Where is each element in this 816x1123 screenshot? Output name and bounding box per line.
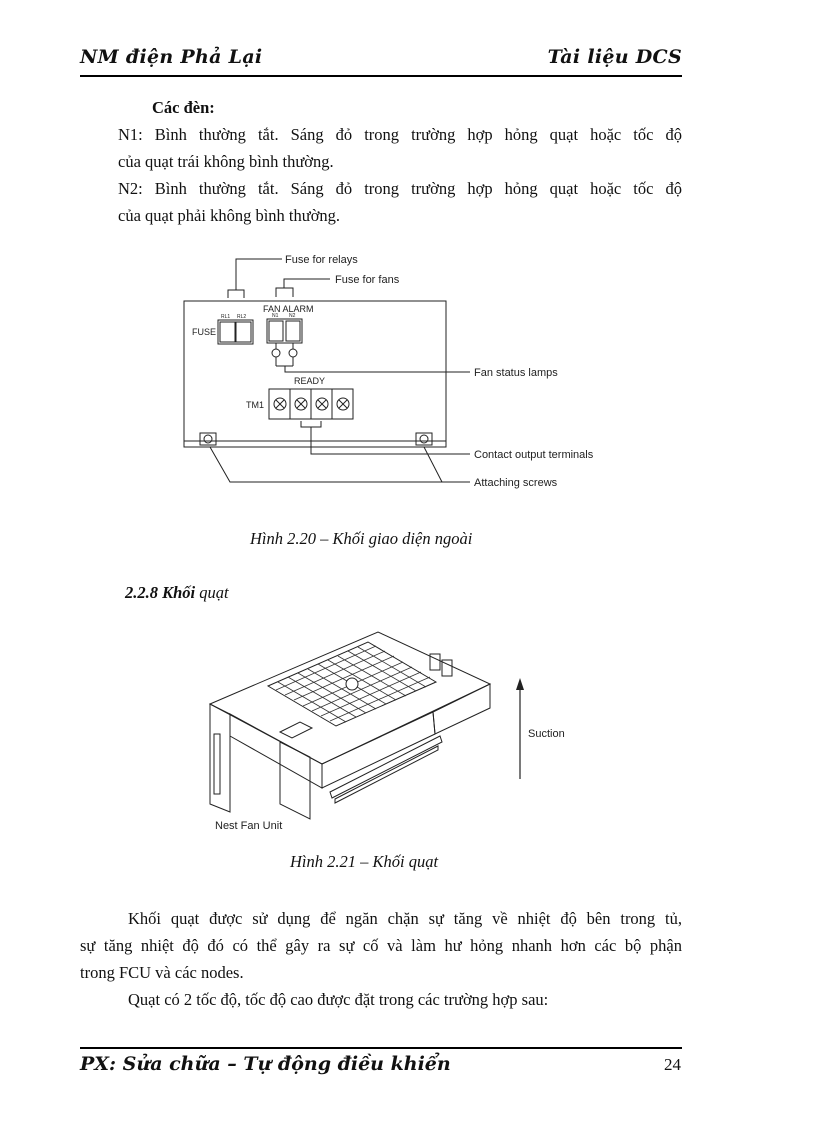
paragraph-line4: Quạt có 2 tốc độ, tốc độ cao được đặt trong các trường hợp sau: bbox=[128, 990, 549, 1009]
footer-left-title: PX: Sửa chữa – Tự động điều khiển bbox=[80, 1053, 451, 1075]
header-left-title: NM điện Phả Lại bbox=[80, 46, 263, 68]
label-fuse-relays: Fuse for relays bbox=[285, 254, 358, 266]
label-n2: N2 bbox=[289, 313, 296, 319]
fuse-rl2 bbox=[236, 322, 251, 342]
label-nest-fan-unit: Nest Fan Unit bbox=[215, 820, 283, 832]
paragraph-line1: Khối quạt được sử dụng để ngăn chặn sự tăng về nhiệt độ bên trong tủ, bbox=[128, 909, 682, 928]
footer-rule bbox=[80, 1047, 682, 1049]
n1-line2: của quạt trái không bình thường. bbox=[118, 152, 334, 171]
header-rule bbox=[80, 75, 682, 77]
fan-section-heading-bold: 2.2.8 Khối bbox=[125, 583, 196, 602]
label-contact-output: Contact output terminals bbox=[474, 449, 594, 461]
paragraph-line3: trong FCU và các nodes. bbox=[80, 963, 244, 982]
fuse-n2 bbox=[286, 321, 300, 341]
label-n1: N1 bbox=[272, 313, 279, 319]
label-tm1: TM1 bbox=[246, 400, 264, 410]
lamp-n2 bbox=[289, 349, 297, 357]
label-ready: READY bbox=[294, 376, 326, 386]
fuse-rl1 bbox=[220, 322, 235, 342]
paragraph-line2: sự tăng nhiệt độ đó có thể gây ra sự cố và làm hư hỏng nhanh hơn các bộ phận bbox=[80, 936, 682, 955]
lamp-n1 bbox=[272, 349, 280, 357]
page-number: 24 bbox=[664, 1055, 681, 1074]
label-rl1: RL1 bbox=[221, 314, 231, 320]
fan-section-heading bbox=[125, 583, 229, 603]
n1-line1: N1: Bình thường tắt. Sáng đỏ trong trường hợp hỏng quạt hoặc tốc độ bbox=[118, 125, 682, 144]
fan-unit-diagram bbox=[190, 624, 590, 836]
label-fuse-fans: Fuse for fans bbox=[335, 274, 400, 286]
fan-section-heading-rest: quạt bbox=[199, 583, 229, 602]
figure-2-20-caption: Hình 2.20 – Khối giao diện ngoài bbox=[250, 529, 473, 548]
header-right-title: Tài liệu DCS bbox=[547, 46, 682, 68]
lamps-heading: Các đèn: bbox=[152, 98, 215, 117]
fuse-n1 bbox=[269, 321, 283, 341]
label-fuse: FUSE bbox=[192, 327, 217, 337]
figure-2-21-caption: Hình 2.21 – Khối quạt bbox=[290, 852, 439, 871]
label-fan-status-lamps: Fan status lamps bbox=[474, 367, 558, 379]
n2-line1: N2: Bình thường tắt. Sáng đỏ trong trường hợp hỏng quạt hoặc tốc độ bbox=[118, 179, 682, 198]
label-suction: Suction bbox=[528, 728, 565, 740]
interface-unit-diagram bbox=[170, 248, 640, 496]
n2-line2: của quạt phải không bình thường. bbox=[118, 206, 341, 225]
label-attaching-screws: Attaching screws bbox=[474, 477, 558, 489]
label-rl2: RL2 bbox=[237, 314, 247, 320]
panel-outline bbox=[184, 301, 446, 447]
label-fan-alarm: FAN ALARM bbox=[263, 304, 314, 314]
